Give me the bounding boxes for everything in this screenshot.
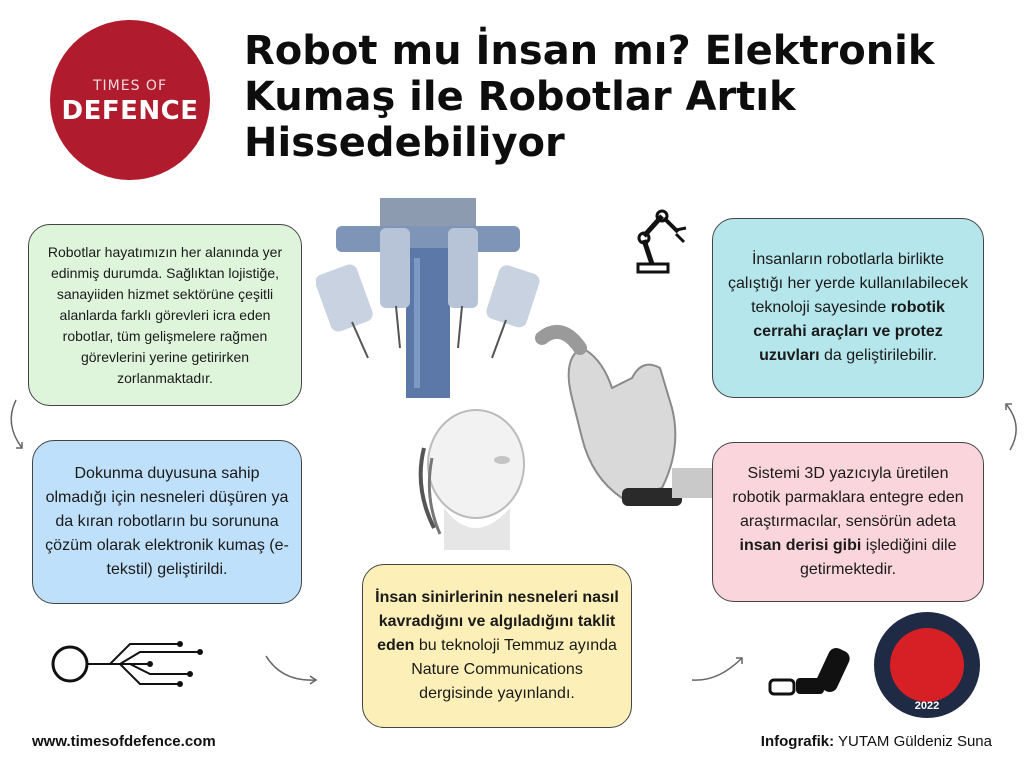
credit-label: Infografik: (760, 733, 835, 750)
info-box-robotic-surgery (712, 218, 984, 398)
info-text-bold: robotik cerrahi araçları ve protez uzuvları (753, 299, 945, 364)
info-text (375, 586, 619, 706)
seal-wolf-emblem (890, 628, 964, 702)
logo-line-2: DEFENCE (61, 96, 199, 126)
surgical-robot-illustration (316, 198, 540, 398)
info-text-part: Sistemi 3D yazıcıyla üretilen robotik parmaklara entegre eden araştırmacılar, sensörün adeta (732, 465, 964, 530)
arrow-icon (996, 398, 1024, 454)
info-text-bold: insan derisi gibi (739, 537, 862, 554)
info-text-part: da geliştirilebilir. (819, 347, 937, 364)
times-of-defence-logo (50, 20, 210, 180)
info-text: Robotlar hayatımızın her alanında yer edinmiş durumda. Sağlıktan lojistiğe, sanayiiden hizmet sektörüne çeşitli alanlarda farklı görevleri icra eden robotlar, tüm gelişmelere rağmen görevlerini yerine getirirken zorlanmaktadır. (47, 243, 283, 386)
info-text-part: bu teknoloji Temmuz ayında Nature Communications dergisinde yayınlandı. (411, 637, 617, 702)
humanoid-head-illustration (414, 408, 536, 550)
arrow-icon (262, 652, 320, 686)
robot-arm-icon (630, 206, 690, 276)
prosthetic-arm-icon (768, 640, 854, 700)
logo-line-1: TIMES OF (92, 78, 167, 94)
info-box-nature-communications (362, 564, 632, 728)
arrow-icon (688, 652, 746, 686)
robotic-hand-illustration (522, 318, 722, 508)
infographic-credit (740, 733, 992, 750)
seal-year: 2022 (914, 700, 940, 712)
arrow-icon (2, 396, 32, 454)
circuit-icon (50, 630, 250, 700)
website-url: www.timesofdefence.com (32, 733, 216, 750)
info-box-electronic-fabric (32, 440, 302, 604)
info-text-bold: İnsan sinirlerinin nesneleri nasıl kavradığını ve algıladığını taklit eden (375, 589, 619, 654)
info-text (725, 462, 971, 582)
info-box-robots-everywhere (28, 224, 302, 406)
yutam-seal (874, 612, 980, 718)
page-title: Robot mu İnsan mı? Elektronik Kumaş ile Robotlar Artık Hissedebiliyor (244, 28, 935, 166)
info-text-part: işlediğini dile getirmektedir. (799, 537, 957, 578)
info-box-3d-printed-fingers (712, 442, 984, 602)
info-text-part: İnsanların robotlarla birlikte çalıştığı her yerde kullanılabilecek teknoloji sayesinde (727, 251, 969, 316)
credit-name: YUTAM Güldeniz Suna (834, 733, 992, 750)
info-text (727, 248, 969, 368)
info-text: Dokunma duyusuna sahip olmadığı için nesneleri düşüren ya da kıran robotların bu sorununa çözüm olarak elektronik kumaş (e-tekstil) geliştirildi. (45, 465, 289, 578)
